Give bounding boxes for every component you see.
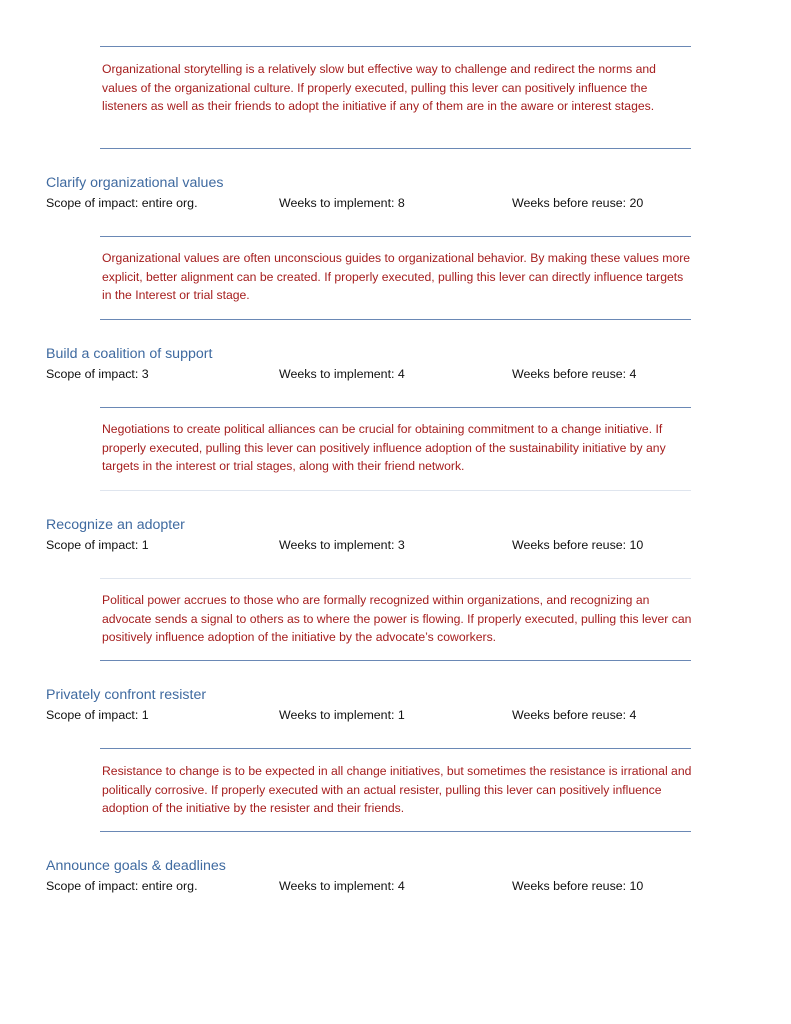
divider xyxy=(100,319,691,320)
divider xyxy=(100,748,691,749)
weeks-before-reuse: Weeks before reuse: 4 xyxy=(512,367,637,381)
lever-description: Resistance to change is to be expected in all change initiatives, but sometimes the resistance is irrational and politically corrosive. If properly executed with an actual resister, pulling this lever can positively influence adoption of the initiative by the resister and their friends. xyxy=(102,764,692,816)
scope-of-impact: Scope of impact: entire org. xyxy=(46,196,198,210)
lever-meta xyxy=(46,365,726,383)
lever-description: Political power accrues to those who are formally recognized within organizations, and recognizing an advocate sends a signal to others as to where the power is flowing. If properly executed, pulling this lever can positively influence adoption of the initiative by the advocate’s coworkers. xyxy=(102,593,692,645)
weeks-to-implement: Weeks to implement: 8 xyxy=(279,196,405,210)
weeks-to-implement: Weeks to implement: 3 xyxy=(279,538,405,552)
divider xyxy=(100,490,691,491)
divider xyxy=(100,148,691,149)
divider xyxy=(100,660,691,661)
scope-of-impact: Scope of impact: 1 xyxy=(46,538,149,552)
lever-description: Organizational storytelling is a relatively slow but effective way to challenge and redirect the norms and values of the organizational culture. If properly executed, pulling this lever can positively influence the listeners as well as their friends to adopt the initiative if any of them are in the aware or interest stages. xyxy=(102,62,656,114)
weeks-before-reuse: Weeks before reuse: 20 xyxy=(512,196,644,210)
lever-description: Organizational values are often unconscious guides to organizational behavior. By making these values more explicit, better alignment can be created. If properly executed, pulling this lever can directly influence targets in the Interest or trial stage. xyxy=(102,251,691,303)
divider xyxy=(100,831,691,832)
lever-title: Announce goals & deadlines xyxy=(46,858,226,874)
lever-title: Privately confront resister xyxy=(46,687,207,703)
weeks-before-reuse: Weeks before reuse: 10 xyxy=(512,538,644,552)
divider xyxy=(100,578,691,579)
weeks-to-implement: Weeks to implement: 4 xyxy=(279,367,405,381)
lever-meta xyxy=(46,706,726,724)
weeks-to-implement: Weeks to implement: 4 xyxy=(279,879,405,893)
lever-meta xyxy=(46,536,726,554)
divider xyxy=(100,236,691,237)
weeks-before-reuse: Weeks before reuse: 10 xyxy=(512,879,644,893)
lever-title: Build a coalition of support xyxy=(46,346,213,362)
weeks-before-reuse: Weeks before reuse: 4 xyxy=(512,708,637,722)
divider xyxy=(100,46,691,47)
scope-of-impact: Scope of impact: 3 xyxy=(46,367,149,381)
scope-of-impact: Scope of impact: entire org. xyxy=(46,879,198,893)
lever-title: Clarify organizational values xyxy=(46,175,224,191)
lever-meta xyxy=(46,194,726,212)
lever-description: Negotiations to create political alliances can be crucial for obtaining commitment to a change initiative. If properly executed, pulling this lever can positively influence adoption of the sustainability initiative by any targets in the interest or trial stages, along with their friend network. xyxy=(102,422,666,474)
divider xyxy=(100,407,691,408)
lever-title: Recognize an adopter xyxy=(46,517,185,533)
scope-of-impact: Scope of impact: 1 xyxy=(46,708,149,722)
lever-meta xyxy=(46,877,726,895)
weeks-to-implement: Weeks to implement: 1 xyxy=(279,708,405,722)
